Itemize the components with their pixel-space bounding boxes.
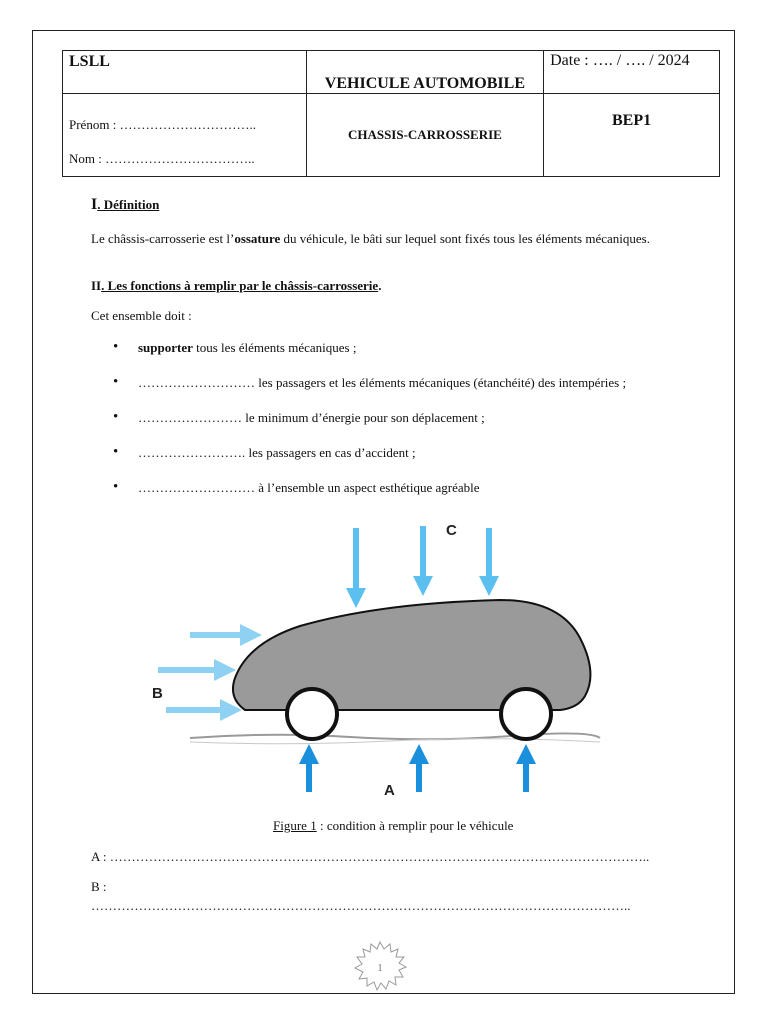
- arrows-a: [299, 744, 536, 792]
- definition-paragraph: [91, 230, 675, 247]
- section-2-intro: Cet ensemble doit :: [91, 308, 192, 323]
- rear-wheel: [501, 689, 551, 739]
- list-item-lead: supporter: [138, 340, 193, 355]
- arrow-b3: [166, 707, 222, 713]
- list-item-blank: ………………………: [138, 375, 255, 390]
- nom-field: Nom : ……………………………..: [69, 151, 255, 166]
- arrow-b2-head: [214, 659, 236, 681]
- arrow-c3-head: [479, 576, 499, 596]
- arrow-c1-head: [346, 588, 366, 608]
- arrow-c2-head: [413, 576, 433, 596]
- bullet-icon: •: [113, 479, 119, 495]
- list-item: [113, 400, 626, 435]
- arrow-a2: [416, 762, 422, 792]
- car-forces-figure: [150, 518, 610, 803]
- answer-a-line[interactable]: A : ……………………………………………………………………………………………………………..: [91, 849, 650, 864]
- label-a: A: [384, 782, 395, 799]
- list-item-blank: …………………….: [138, 445, 246, 460]
- list-item: [113, 365, 626, 400]
- bullet-icon: •: [113, 409, 119, 425]
- list-item-blank: ……………………: [138, 410, 242, 425]
- definition-text-start: Le châssis-carrosserie est l’: [91, 231, 235, 246]
- section-2-title-end: .: [378, 278, 382, 293]
- arrow-b1: [190, 632, 242, 638]
- section-1-number: I: [91, 196, 98, 213]
- arrow-a3: [523, 762, 529, 792]
- title-sub-cell: [306, 94, 543, 177]
- arrow-b1-head: [240, 624, 262, 646]
- list-item-text: les passagers en cas d’accident ;: [245, 445, 416, 460]
- level-badge: BEP1: [544, 94, 720, 177]
- student-fields: [63, 94, 307, 177]
- section-2-title: . Les fonctions à remplir par le châssis-carrosserie: [101, 278, 379, 293]
- answer-b-label: B :: [91, 879, 107, 894]
- title-main: VEHICULE AUTOMOBILE: [324, 75, 525, 92]
- section-2-heading: [91, 278, 381, 294]
- header-table: [62, 50, 720, 177]
- title-sub: CHASSIS-CARROSSERIE: [347, 127, 502, 142]
- figure-caption: [273, 818, 513, 834]
- list-item: [113, 330, 626, 365]
- bullet-icon: •: [113, 444, 119, 460]
- section-2-number: II: [91, 278, 102, 293]
- arrow-a1-head: [299, 744, 319, 764]
- label-b: B: [152, 685, 163, 702]
- title-main-cell: [306, 51, 543, 94]
- list-item-text: les passagers et les éléments mécaniques (étanchéité) des intempéries ;: [255, 375, 627, 390]
- arrow-a1: [306, 762, 312, 792]
- section-1-title: . Définition: [97, 197, 160, 212]
- list-item-text: à l’ensemble un aspect esthétique agréable: [255, 480, 480, 495]
- arrow-b2: [158, 667, 216, 673]
- answer-b-line[interactable]: ……………………………………………………………………………………………………………..: [91, 898, 631, 913]
- bullet-icon: •: [113, 339, 119, 355]
- page-number: 1: [377, 962, 383, 974]
- arrow-a2-head: [409, 744, 429, 764]
- bullet-icon: •: [113, 374, 119, 390]
- definition-bold-word: ossature: [234, 231, 281, 246]
- list-item: [113, 435, 626, 470]
- arrow-a3-head: [516, 744, 536, 764]
- figure-caption-text: : condition à remplir pour le véhicule: [316, 818, 514, 833]
- definition-text-end: du véhicule, le bâti sur lequel sont fixés tous les éléments mécaniques.: [280, 231, 650, 246]
- arrow-c3: [486, 528, 492, 578]
- prenom-field: Prénom : …………………………..: [69, 117, 257, 132]
- front-wheel: [287, 689, 337, 739]
- list-item-text: tous les éléments mécaniques ;: [192, 340, 357, 355]
- list-item: [113, 470, 626, 505]
- date-field: Date : …. / …. / 2024: [544, 51, 720, 94]
- page-number-badge: [350, 940, 410, 992]
- school-name: LSLL: [63, 51, 307, 94]
- list-item-blank: ………………………: [138, 480, 255, 495]
- functions-list: [113, 330, 626, 505]
- arrow-c1: [353, 528, 359, 590]
- arrows-c: [346, 526, 499, 608]
- figure-caption-label: Figure 1: [273, 818, 317, 833]
- section-1-heading: [91, 196, 159, 214]
- list-item-text: le minimum d’énergie pour son déplacement ;: [242, 410, 485, 425]
- label-c: C: [446, 522, 457, 539]
- arrow-c2: [420, 526, 426, 578]
